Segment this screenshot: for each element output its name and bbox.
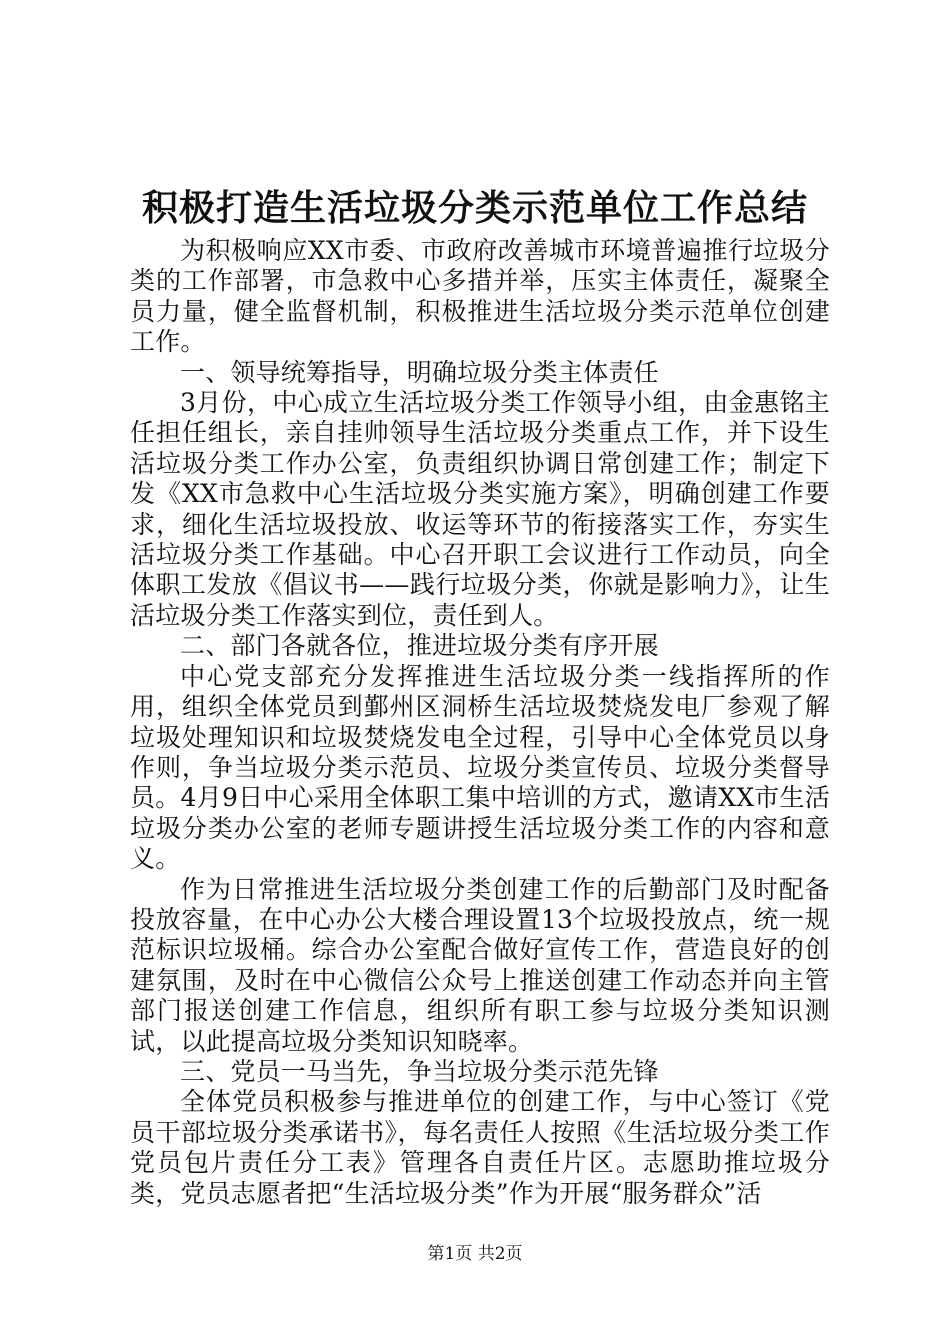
document-title: 积极打造生活垃圾分类示范单位工作总结 (141, 187, 808, 229)
section-heading-2: 二、部门各就各位，推进垃圾分类有序开展 (180, 631, 659, 661)
intro-paragraph: 为积极响应XX市委、市政府改善城市环境普遍推行垃圾分类的工作部署，市急救中心多措并举，压实主体责任，凝聚全员力量，健全监督机制，积极推进生活垃圾分类示范单位创建工作。 (130, 236, 830, 357)
section-2-paragraph-1: 中心党支部充分发挥推进生活垃圾分类一线指挥所的作用，组织全体党员到鄞州区洞桥生活垃圾焚烧发电厂参观了解垃圾处理知识和垃圾焚烧发电全过程，引导中心全体党员以身作则，争当垃圾分类示范员、垃圾分类宣传员、垃圾分类督导员。4月9日中心采用全体职工集中培训的方式，邀请XX市生活垃圾分类办公室的老师专题讲授生活垃圾分类工作的内容和意义。 (130, 661, 830, 874)
page-footer: 第1页 共2页 (427, 1244, 523, 1264)
section-heading-3: 三、党员一马当先，争当垃圾分类示范先锋 (180, 1056, 659, 1086)
section-1-paragraph: 3月份，中心成立生活垃圾分类工作领导小组，由金惠铭主任担任组长，亲自挂帅领导生活垃圾分类重点工作，并下设生活垃圾分类工作办公室，负责组织协调日常创建工作；制定下发《XX市急救中心生活垃圾分类实施方案》，明确创建工作要求，细化生活垃圾投放、收运等环节的衔接落实工作，夯实生活垃圾分类工作基础。中心召开职工会议进行工作动员，向全体职工发放《倡议书——践行垃圾分类，你就是影响力》，让生活垃圾分类工作落实到位，责任到人。 (130, 388, 830, 630)
document-body (130, 236, 830, 1209)
section-heading-1: 一、领导统筹指导，明确垃圾分类主体责任 (180, 357, 659, 387)
section-3-paragraph: 全体党员积极参与推进单位的创建工作，与中心签订《党员干部垃圾分类承诺书》，每名责任人按照《生活垃圾分类工作党员包片责任分工表》管理各自责任片区。志愿助推垃圾分类，党员志愿者把“生活垃圾分类”作为开展“服务群众”活 (130, 1087, 830, 1208)
section-2-paragraph-2: 作为日常推进生活垃圾分类创建工作的后勤部门及时配备投放容量，在中心办公大楼合理设置13个垃圾投放点，统一规范标识垃圾桶。综合办公室配合做好宣传工作，营造良好的创建氛围，及时在中心微信公众号上推送创建工作动态并向主管部门报送创建工作信息，组织所有职工参与垃圾分类知识测试，以此提高垃圾分类知识知晓率。 (130, 874, 830, 1056)
